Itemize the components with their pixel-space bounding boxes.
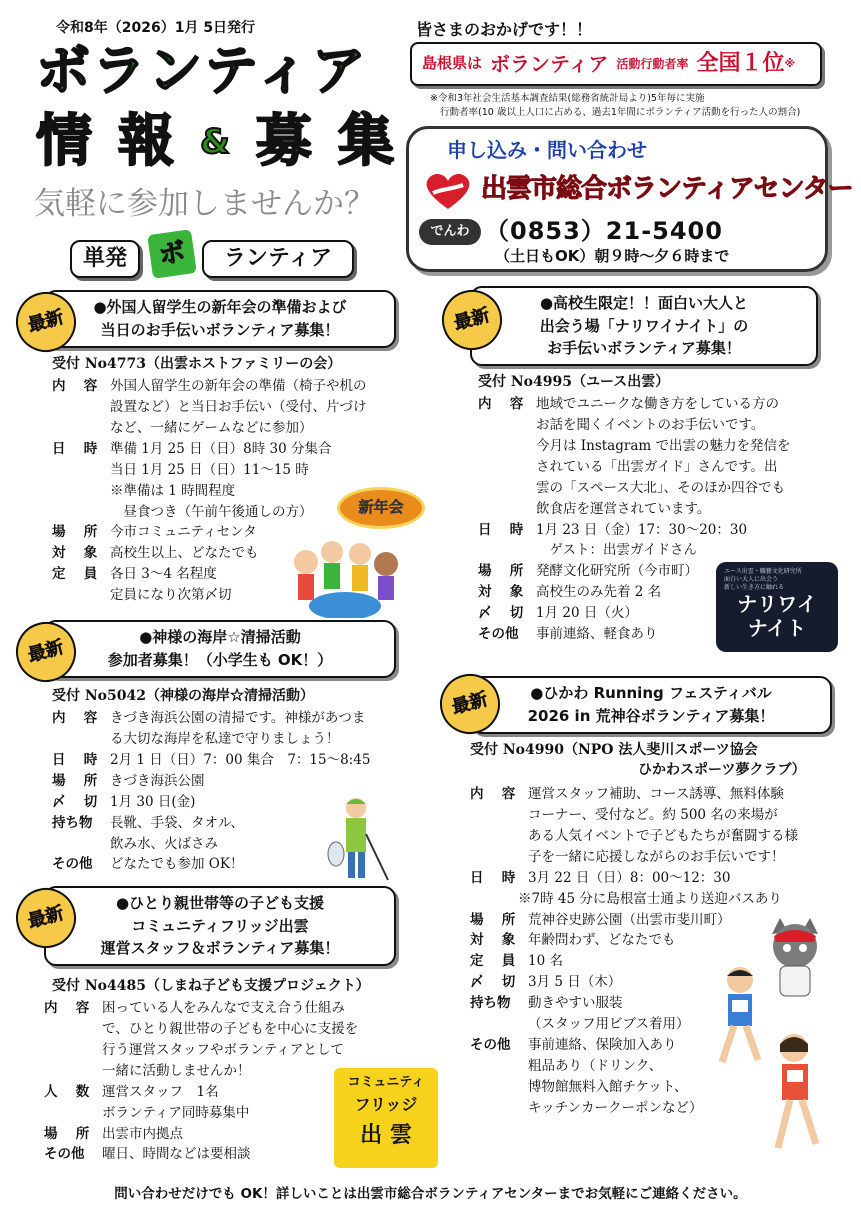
item5-row-capacity: 定 員 10 名: [470, 953, 563, 970]
ranking-volunteer: ボランティア: [490, 51, 609, 76]
contact-center: 出雲市総合ボランティアセンター: [481, 174, 853, 204]
item2-row-place: 場 所 きづき海浜公園: [52, 772, 205, 789]
logo-line1: コミュニティ: [347, 1075, 425, 1090]
item4-row-target: 対 象 高校生のみ先着 2 名: [478, 584, 662, 601]
item5-row-place: 場 所 荒神谷史跡公園（出雲市斐川町）: [470, 911, 731, 928]
item1-row-capacity: 定 員 各日 3～4 名程度 定員になり次第〆切: [52, 566, 232, 604]
item4-row-other: その他 事前連絡、軽食あり: [478, 626, 658, 643]
ranking-box: [410, 42, 822, 86]
item1-new-badge: 最新: [9, 285, 82, 358]
logo-line2: フリッジ: [354, 1095, 418, 1114]
item1-row-datetime: 日 時 準備 1月 25 日（日）8時 30 分集合 当日 1月 25 日（日）11～15 時 ※準備は 1 時間程度 昼食つき（午前午後通しの方）: [52, 440, 332, 520]
title-char-shu: 集: [337, 109, 396, 174]
item3-row-content: 内 容 困っている人をみんなで支え合う仕組み で、ひとり親世帯の子どもを中心に支援を 行う運営スタッフやボランティアとして 一緒に活動しませんか！: [44, 1000, 359, 1079]
phone-label: でんわ: [419, 219, 481, 245]
item2-title: ●神様の海岸☆清掃活動 参加者募集！（小学生も OK！）: [44, 620, 396, 678]
tag-volunteer: ランティア: [202, 240, 354, 278]
item2-row-deadline: 〆 切 1月 30 日(金): [52, 793, 196, 810]
item1-row-place: 場 所 今市コミュニティセンタ: [52, 524, 257, 541]
item3-row-number: 人 数 運営スタッフ 1名 ボランティア同時募集中: [44, 1083, 250, 1121]
item4-row-deadline: 〆 切 1月 20 日（火）: [478, 605, 638, 622]
item1-row-target: 対 象 高校生以上、どなたでも: [52, 545, 259, 562]
item2-row-belongings: 持ち物 長靴、手袋、タオル、 飲み水、火ばさみ: [52, 814, 244, 852]
item5-row-belongings: 持ち物 動きやすい服装 （スタッフ用ビブス着用）: [470, 995, 690, 1033]
community-fridge-logo: [334, 1068, 438, 1168]
item1-title: ●外国人留学生の新年会の準備および 当日のお手伝いボランティア募集！: [44, 290, 396, 348]
item5-reception: 受付 No4990（NPO 法人斐川スポーツ協会 ひかわスポーツ夢クラブ）: [470, 742, 806, 779]
item3-row-place: 場 所 出雲市内拠点: [44, 1125, 183, 1142]
item5-row-other: その他 事前連絡、保険加入あり 粗品あり（ドリンク、 博物館無料入館チケット、 キッチンカークーポンなど）: [470, 1037, 703, 1116]
ranking-first: 全国１位: [696, 50, 785, 76]
item4-row-content: 内 容 地域でユニークな働き方をしている方の お話を聞くイベントのお手伝いです。 今月は Instagram で出雲の魅力を発信を されている「出雲ガイド」さんです。出 雲の「スペース大北」、そのほか四谷でも 飲食店を運営されています。: [478, 396, 791, 517]
tag-single: 単発: [70, 240, 140, 278]
item2-new-badge: 最新: [9, 615, 82, 688]
tag-bo: ボ: [147, 229, 197, 279]
item4-row-datetime: 日 時 1月 23 日（金）17：30～20：30 ゲスト：出雲ガイドさん: [478, 521, 748, 559]
item4-row-place: 場 所 発酵文化研究所（今市町）: [478, 563, 698, 580]
title-line2: [36, 110, 396, 174]
title-char-jo: 情: [36, 109, 94, 174]
title-amp: &: [200, 122, 232, 162]
nariwai-night-illustration: [716, 562, 838, 652]
heart-hand-icon: [423, 171, 473, 211]
item3-reception: 受付 No4485（しまね子ども支援プロジェクト）: [52, 978, 370, 994]
footer-note: 問い合わせだけでも OK！詳しいことは出雲市総合ボランティアセンターまでお気軽にご連絡ください。: [114, 1186, 747, 1202]
nariwai-night-big-text: ナリワイ ナイト: [737, 592, 817, 640]
nariwai-night-small-text: ユース出雲・職藝文化研究所 面白い大人に出会う 新しい生き方に触れる: [724, 568, 802, 591]
item3-new-badge: 最新: [9, 881, 82, 954]
beach-cleaner-illustration: [326, 794, 394, 886]
item3-row-other: その他 曜日、時間などは要相談: [44, 1146, 251, 1163]
item5-row-content: 内 容 運営スタッフ補助、コース誘導、無料体験 コーナー、受付など。約 500 名の来場が ある人気イベントで子どもたちが奮闘する様 子を一緒に応援しながらのお手伝いです！: [470, 786, 798, 865]
contact-box: [406, 126, 853, 272]
item1-row-content: 内 容 外国人留学生の新年会の準備（椅子や机の 設置など）と当日お手伝い（受付、片づけ など、一緒にゲームなどに参加）: [52, 378, 367, 436]
ranking-mark: ※: [784, 57, 796, 71]
item4-reception: 受付 No4995（ユース出雲）: [478, 374, 670, 390]
item2-reception: 受付 No5042（神様の海岸☆清掃活動）: [52, 688, 314, 704]
item3-title: ●ひとり親世帯等の子ども支援 コミュニティフリッジ出雲 運営スタッフ＆ボランティア募集！: [44, 886, 396, 966]
logo-line3: 出 雲: [360, 1123, 412, 1148]
issue-date: 令和8年（2026）1月 5日発行: [56, 20, 256, 36]
new-year-party-illustration: 新年会: [340, 490, 422, 526]
item2-row-content: 内 容 きづき海浜公園の清掃です。神様があつま る大切な海岸を私達で守りましょう！: [52, 710, 366, 747]
thanks-heading: 皆さまのおかげです！！: [416, 20, 593, 39]
item5-row-datetime: 日 時 3月 22 日（日）8：00～12：30: [470, 869, 731, 886]
contact-heading: 申し込み・問い合わせ: [447, 138, 647, 162]
ranking-note1: ※令和3年社会生活基本調査結果(総務省統計局より)5年毎に実施: [430, 93, 705, 104]
contact-phone[interactable]: （0853）21-5400: [485, 217, 723, 245]
runner-girl-illustration: [760, 1030, 830, 1160]
item5-row-bus-note: ※7時 45 分に島根富士通より送迎バスあり: [518, 890, 782, 907]
ranking-rate: 活動行動者率: [616, 56, 689, 71]
children-globe-illustration: [286, 534, 404, 618]
item5-title: ●ひかわ Running フェスティバル 2026 in 荒神谷ボランティア募集！: [470, 676, 832, 734]
item1-reception: 受付 No4773（出雲ホストファミリーの会）: [52, 356, 342, 372]
item2-row-datetime: 日 時 2月 1 日（日）7：00 集合 7：15～8:45: [52, 751, 371, 768]
item4-new-badge: 最新: [435, 283, 508, 356]
item2-row-other: その他 どなたでも参加 OK！: [52, 856, 244, 873]
title-char-bo: 募: [255, 109, 314, 174]
item5-row-target: 対 象 年齢問わず、どなたでも: [470, 932, 676, 949]
ranking-note2: 行動者率(10 歳以上人口に占める、過去1年間にボランティア活動を行った人の割合): [440, 107, 801, 118]
item4-title: ●高校生限定！！面白い大人と 出会う場「ナリワイナイト」の お手伝いボランティア募集！: [470, 286, 818, 366]
item5-row-deadline: 〆 切 3月 5 日（木）: [470, 974, 622, 991]
subtitle: 気軽に参加しませんか？: [34, 186, 375, 222]
contact-hours: （土日もOK）朝９時～夕６時まで: [495, 247, 730, 265]
title-char-ho: 報: [118, 109, 177, 174]
title-line1: ボランティア: [36, 39, 368, 102]
item5-new-badge: 最新: [433, 667, 506, 740]
ranking-pref: 島根県は: [422, 54, 483, 73]
